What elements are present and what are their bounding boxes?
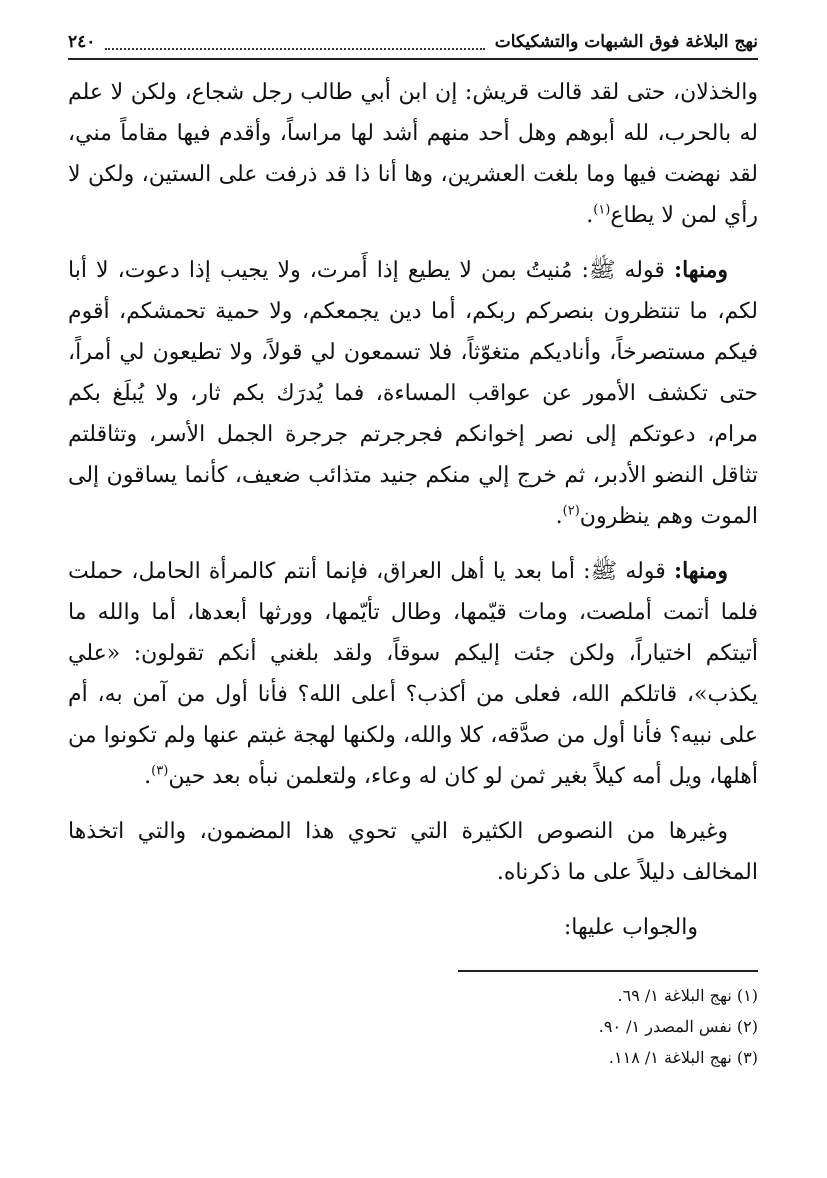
paragraph-lead: ومنها: [673, 558, 728, 584]
main-text [68, 72, 758, 948]
paragraph-text: قوله ﷺ: أما بعد يا أهل العراق، فإنما أنتم كالمرأة الحامل، حملت فلما أتمت أملصت، ومات قيّمها، وطال تأيّمها، وورثها أبعدها، أما والله ما أتيتكم اختياراً، ولكن جئت إليكم سوقاً، ولقد بلغني أنكم تقولون: «علي يكذب»، قاتلكم الله، فعلى من أكذب؟ أعلى الله؟ فأنا أول من آمن به، أم على نبيه؟ فأنا أول من صدَّقه، كلا والله، ولكنها لهجة غبتم عنها ولم تكونوا من أهلها، ويل أمه كيلاً بغير ثمن لو كان له وعاء، ولتعلمن نبأه بعد حين [68, 559, 758, 789]
paragraph-tail: . [586, 203, 594, 228]
paragraph-lead: ومنها: [673, 257, 728, 283]
footnote-3: (٣) نهج البلاغة ١/ ١١٨. [608, 1048, 758, 1067]
book-page [68, 28, 758, 1073]
paragraph-text: قوله ﷺ: مُنيتُ بمن لا يطيع إذا أَمرت، ولا يجيب إذا دعوت، لا أبا لكم، ما تنتظرون بنصركم ربكم، أما دين يجمعكم، ولا حمية تحمشكم، أقوم فيكم مستصرخاً، وأناديكم متغوّثاً، فلا تسمعون لي قولاً، ولا تطيعون لي أمراً، حتى تكشف الأمور عن عواقب المساءة، فما يُدرَك بكم ثار، ولا يُبلَغ بكم مرام، دعوتكم إلى نصر إخوانكم فجرجرتم جرجرة الجمل الأسر، وتثاقلتم تثاقل النضو الأدبر، ثم خرج إلي منكم جنيد متذائب ضعيف، كأنما يساقون إلى الموت وهم ينظرون [68, 258, 759, 529]
page-number: ٢٤٠ [68, 32, 96, 52]
paragraph-text: وغيرها من النصوص الكثيرة التي تحوي هذا المضمون، والتي اتخذها المخالف دليلاً على ما ذكرناه. [68, 819, 758, 885]
paragraph-3 [68, 551, 758, 797]
paragraph-text: والخذلان، حتى لقد قالت قريش: إن ابن أبي طالب رجل شجاع، ولكن لا علم له بالحرب، لله أبوهم وهل أحد منهم أشد لها مراساً، وأقدم فيها مقاماً مني، لقد نهضت فيها وما بلغت العشرين، وها أنا ذا قد ذرفت على الستين، ولكن لا رأي لمن لا يطاع [68, 80, 758, 228]
footnotes [458, 970, 758, 1073]
paragraph-tail: . [144, 764, 152, 789]
answer-heading [68, 907, 758, 948]
footnote-ref: (٢) [562, 503, 580, 519]
paragraph-1 [68, 72, 758, 236]
paragraph-2 [68, 250, 758, 537]
paragraph-4 [68, 811, 758, 893]
footnote-ref: (١) [593, 202, 611, 218]
running-header [68, 28, 758, 60]
footnote-2: (٢) نفس المصدر ١/ ٩٠. [598, 1017, 758, 1036]
footnote-1: (١) نهج البلاغة ١/ ٦٩. [617, 986, 758, 1005]
running-title: نهج البلاغة فوق الشبهات والتشكيكات [494, 32, 758, 52]
header-dot-leader [105, 34, 484, 50]
footnote-ref: (٣) [151, 763, 169, 779]
paragraph-text: والجواب عليها: [563, 915, 698, 940]
paragraph-tail: . [555, 504, 563, 529]
